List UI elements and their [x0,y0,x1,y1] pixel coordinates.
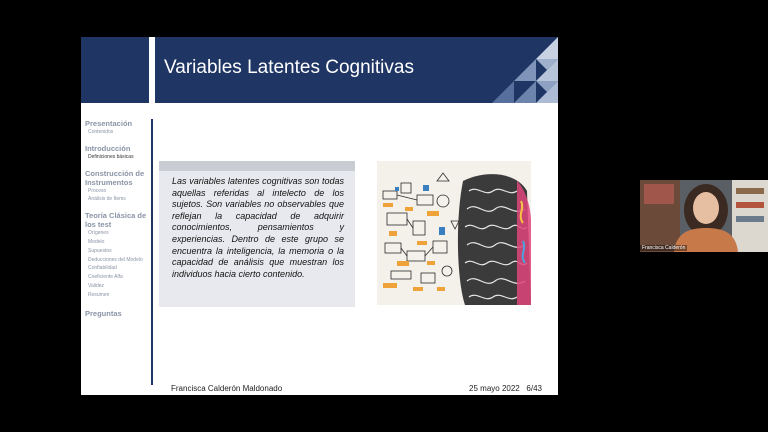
nav-section-introduccion[interactable]: Introducción [85,143,131,153]
brain-illustration [377,161,531,305]
slide-title: Variables Latentes Cognitivas [164,57,414,78]
nav-item-coeficiente[interactable]: Coeficiente Alfa [88,274,123,281]
footer-author: Francisca Calderón Maldonado [171,384,283,393]
footer-page: 6/43 [526,384,542,393]
presentation-slide [81,37,558,395]
header-triangle-pattern [492,37,558,103]
nav-section-presentacion[interactable]: Presentación [85,119,133,128]
participant-name: Francisca Calderón [642,245,686,251]
slide-navigation [85,119,149,318]
footer-date: 25 mayo 2022 [469,384,520,393]
participant-video-tile[interactable] [640,180,768,252]
participant-video [640,180,768,252]
nav-section-teoria[interactable]: Teoría Clásica de los test [85,211,147,230]
header-left-block [81,37,149,103]
definition-box [159,161,355,307]
nav-item-definiciones[interactable]: Definiciones básicas [88,153,134,160]
nav-item-supuestos[interactable]: Supuestos [88,247,112,254]
nav-item-resumen[interactable]: Resumen [88,291,110,298]
footer-date-page [469,384,542,393]
nav-item-contenidos[interactable]: Contenidos [88,129,114,135]
nav-item-confiabilidad[interactable]: Confiabilidad [88,265,117,272]
nav-item-analisis[interactable]: Análisis de Ítems [88,196,126,203]
nav-item-modelo[interactable]: Modelo [88,238,105,245]
nav-item-validez[interactable]: Validez [88,282,105,289]
nav-section-construccion[interactable]: Construcción de Instrumentos [85,168,145,187]
nav-item-origenes[interactable]: Orígenes [88,230,109,237]
nav-item-proceso[interactable]: Proceso [88,187,107,194]
definition-box-header [159,161,355,171]
definition-text: Las variables latentes cognitivas son todas aquellas referidas al intelecto de los sujetos. Son variables no observables que reflejan la capacidad de adquirir conocimientos, pensamientos y experiencias. Dentro de este grupo se encuentra la inteligencia, la memoria o la capacidad de análisis que muestran los individuos hacia cierto contenido. [172,176,344,279]
nav-divider [151,119,153,385]
header-bar [155,37,558,103]
nav-item-deducciones[interactable]: Deducciones del Modelo [88,256,143,263]
nav-section-preguntas[interactable]: Preguntas [85,308,122,318]
